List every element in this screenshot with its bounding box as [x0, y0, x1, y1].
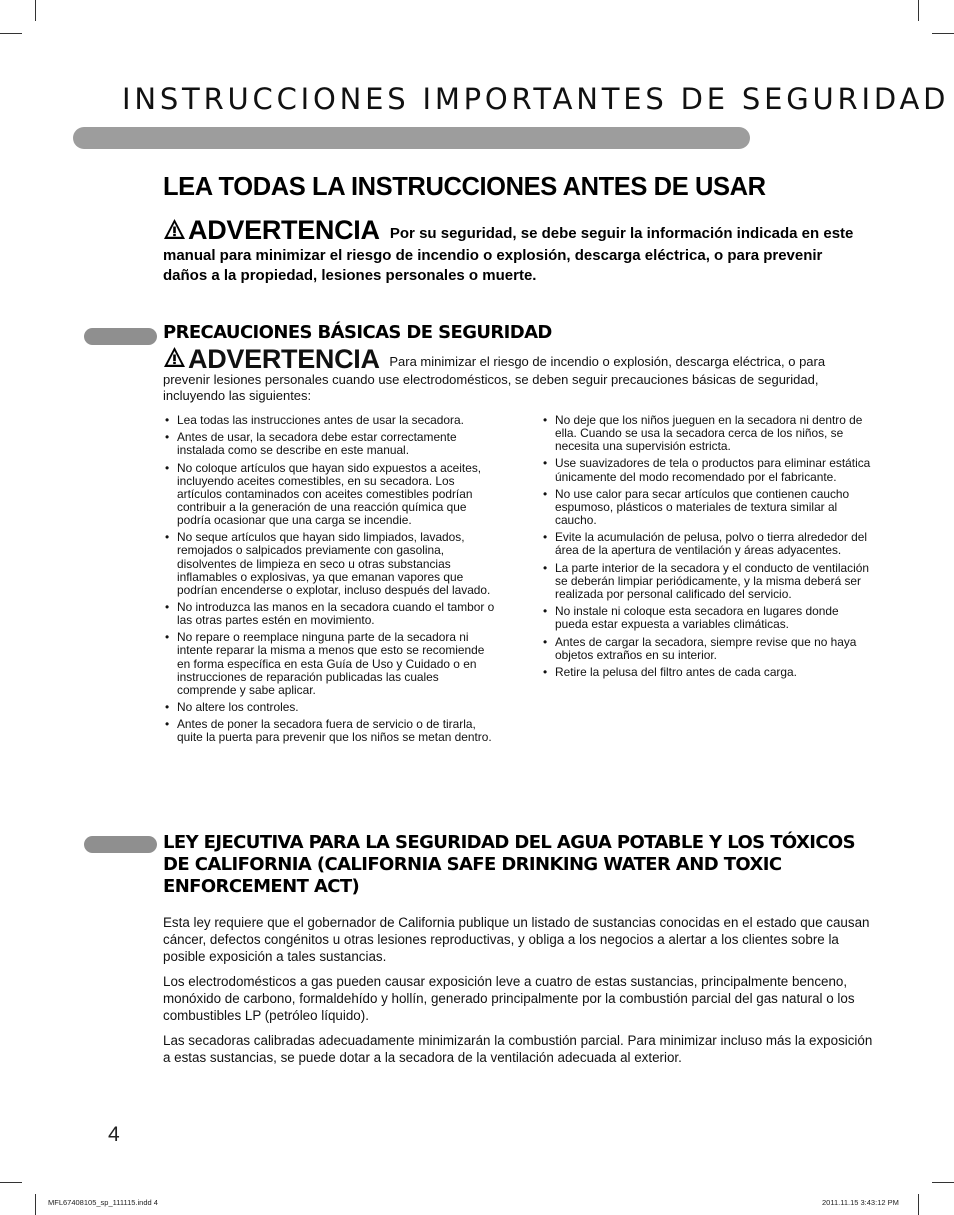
title-underline-bar	[73, 127, 750, 149]
warning-label: ADVERTENCIA	[188, 215, 380, 245]
list-item: • Antes de usar, la secadora debe estar correctamente instalada como se describe en este manual.	[163, 431, 497, 457]
section-heading-read-all: LEA TODAS LA INSTRUCCIONES ANTES DE USAR	[163, 173, 766, 201]
precautions-list-left	[163, 414, 497, 749]
footer-file-name: MFL67408105_sp_111115.indd 4	[48, 1198, 158, 1207]
footer-timestamp: 2011.11.15 3:43:12 PM	[822, 1198, 899, 1207]
crop-mark	[35, 0, 36, 21]
warning-body-text: indicada en este manual para minimizar el riesgo de incendio o explosión, descarga eléctrica, o para prevenir daños a la propiedad, lesiones personales o muerte.	[163, 225, 854, 284]
warning-body-text: o para prevenir lesiones personales cuando use electrodomésticos, se deben seguir precauciones básicas de seguridad, incluyendo las siguientes:	[163, 354, 826, 403]
list-item: • No repare o reemplace ninguna parte de la secadora ni intente reparar la misma a menos que esto se recomiende en forma específica en esta Guía de Uso y Cuidado o en instrucciones de reparación publicadas las cuales comprende y sabe aplicar.	[163, 631, 497, 696]
list-item: • No use calor para secar artículos que contienen caucho espumoso, plásticos o materiales de textura similar al caucho.	[541, 488, 871, 527]
list-item: • No deje que los niños jueguen en la secadora ni dentro de ella. Cuando se usa la secadora cerca de los niños, se necesita una supervisión estricta.	[541, 414, 871, 453]
crop-mark	[918, 1194, 919, 1215]
list-item: • Antes de cargar la secadora, siempre revise que no haya objetos extraños en su interior.	[541, 636, 871, 662]
list-item: • Lea todas las instrucciones antes de usar la secadora.	[163, 414, 497, 427]
warning-label: ADVERTENCIA	[188, 344, 380, 374]
warning-triangle-icon	[163, 218, 186, 246]
crop-mark	[35, 1194, 36, 1215]
list-item: • No seque artículos que hayan sido limpiados, lavados, remojados o salpicados previamente con gasolina, disolventes de limpieza en seco u otras substancias inflamables o explosivas, ya que emanan vapores que podrían encenderse o explotar, incluso después del lavado.	[163, 531, 497, 596]
list-item: • No introduzca las manos en la secadora cuando el tambor o las otras partes estén en movimiento.	[163, 601, 497, 627]
crop-mark	[932, 1182, 954, 1183]
list-item: • No instale ni coloque esta secadora en lugares donde pueda estar expuesta a variables climáticas.	[541, 605, 871, 631]
section-heading-california: LEY EJECUTIVA PARA LA SEGURIDAD DEL AGUA POTABLE Y LOS TÓXICOS DE CALIFORNIA (CALIFORNIA SAFE DRINKING WATER AND TOXIC ENFORCEMENT ACT)	[163, 832, 855, 897]
list-item: • Retire la pelusa del filtro antes de cada carga.	[541, 666, 871, 679]
california-paragraph: Las secadoras calibradas adecuadamente minimizarán la combustión parcial. Para minimizar incluso más la exposición a estas sustancias, se puede dotar a la secadora de la ventilación adecuada al exterior.	[163, 1033, 873, 1065]
california-paragraph: Los electrodomésticos a gas pueden causar exposición leve a cuatro de estas sustancias, principalmente benceno, monóxido de carbono, formaldehído y hollín, generado principalmente por la combustión parcial del gas natural o los combustibles LP (petróleo líquido).	[163, 974, 855, 1023]
section-heading-basic-precautions: PRECAUCIONES BÁSICAS DE SEGURIDAD	[163, 322, 552, 343]
page-number: 4	[108, 1123, 120, 1146]
list-item: • La parte interior de la secadora y el conducto de ventilación se deberán limpiar periódicamente, y la misma deberá ser realizada por personal calificado del servicio.	[541, 562, 871, 601]
section-marker-pill	[84, 836, 157, 853]
warning-lead-text: Por su seguridad, se debe seguir la información	[389, 225, 733, 242]
precautions-list-right	[541, 414, 871, 683]
california-paragraph: Esta ley requiere que el gobernador de California publique un listado de sustancias conocidas en el estado que causan cáncer, defectos congénitos u otras lesiones reproductivas, y obliga a los negocios a alertar a los clientes sobre la posible exposición a tales sustancias.	[163, 915, 870, 964]
section-marker-pill	[84, 328, 157, 345]
list-item: • No altere los controles.	[163, 701, 497, 714]
warning-lead-text: Para minimizar el riesgo de incendio o explosión, descarga eléctrica,	[389, 354, 785, 369]
warning-triangle-icon	[163, 346, 186, 372]
crop-mark	[918, 0, 919, 21]
crop-mark	[0, 33, 22, 34]
crop-mark	[932, 33, 954, 34]
page-title: INSTRUCCIONES IMPORTANTES DE SEGURIDAD	[122, 82, 950, 116]
list-item: • Use suavizadores de tela o productos para eliminar estática únicamente del modo recomendado por el fabricante.	[541, 457, 871, 483]
list-item: • Antes de poner la secadora fuera de servicio o de tirarla, quite la puerta para prevenir que los niños se metan dentro.	[163, 718, 497, 744]
list-item: • Evite la acumulación de pelusa, polvo o tierra alrededor del área de la apertura de ventilación y áreas adyacentes.	[541, 531, 871, 557]
basic-warning	[163, 346, 863, 404]
crop-mark	[0, 1182, 22, 1183]
intro-warning	[163, 215, 863, 286]
list-item: • No coloque artículos que hayan sido expuestos a aceites, incluyendo aceites comestibles, en su secadora. Los artículos contaminados con aceites comestibles podrían contribuir a la generación de una reacción química que podría ocasionar que una carga se incendie.	[163, 462, 497, 527]
